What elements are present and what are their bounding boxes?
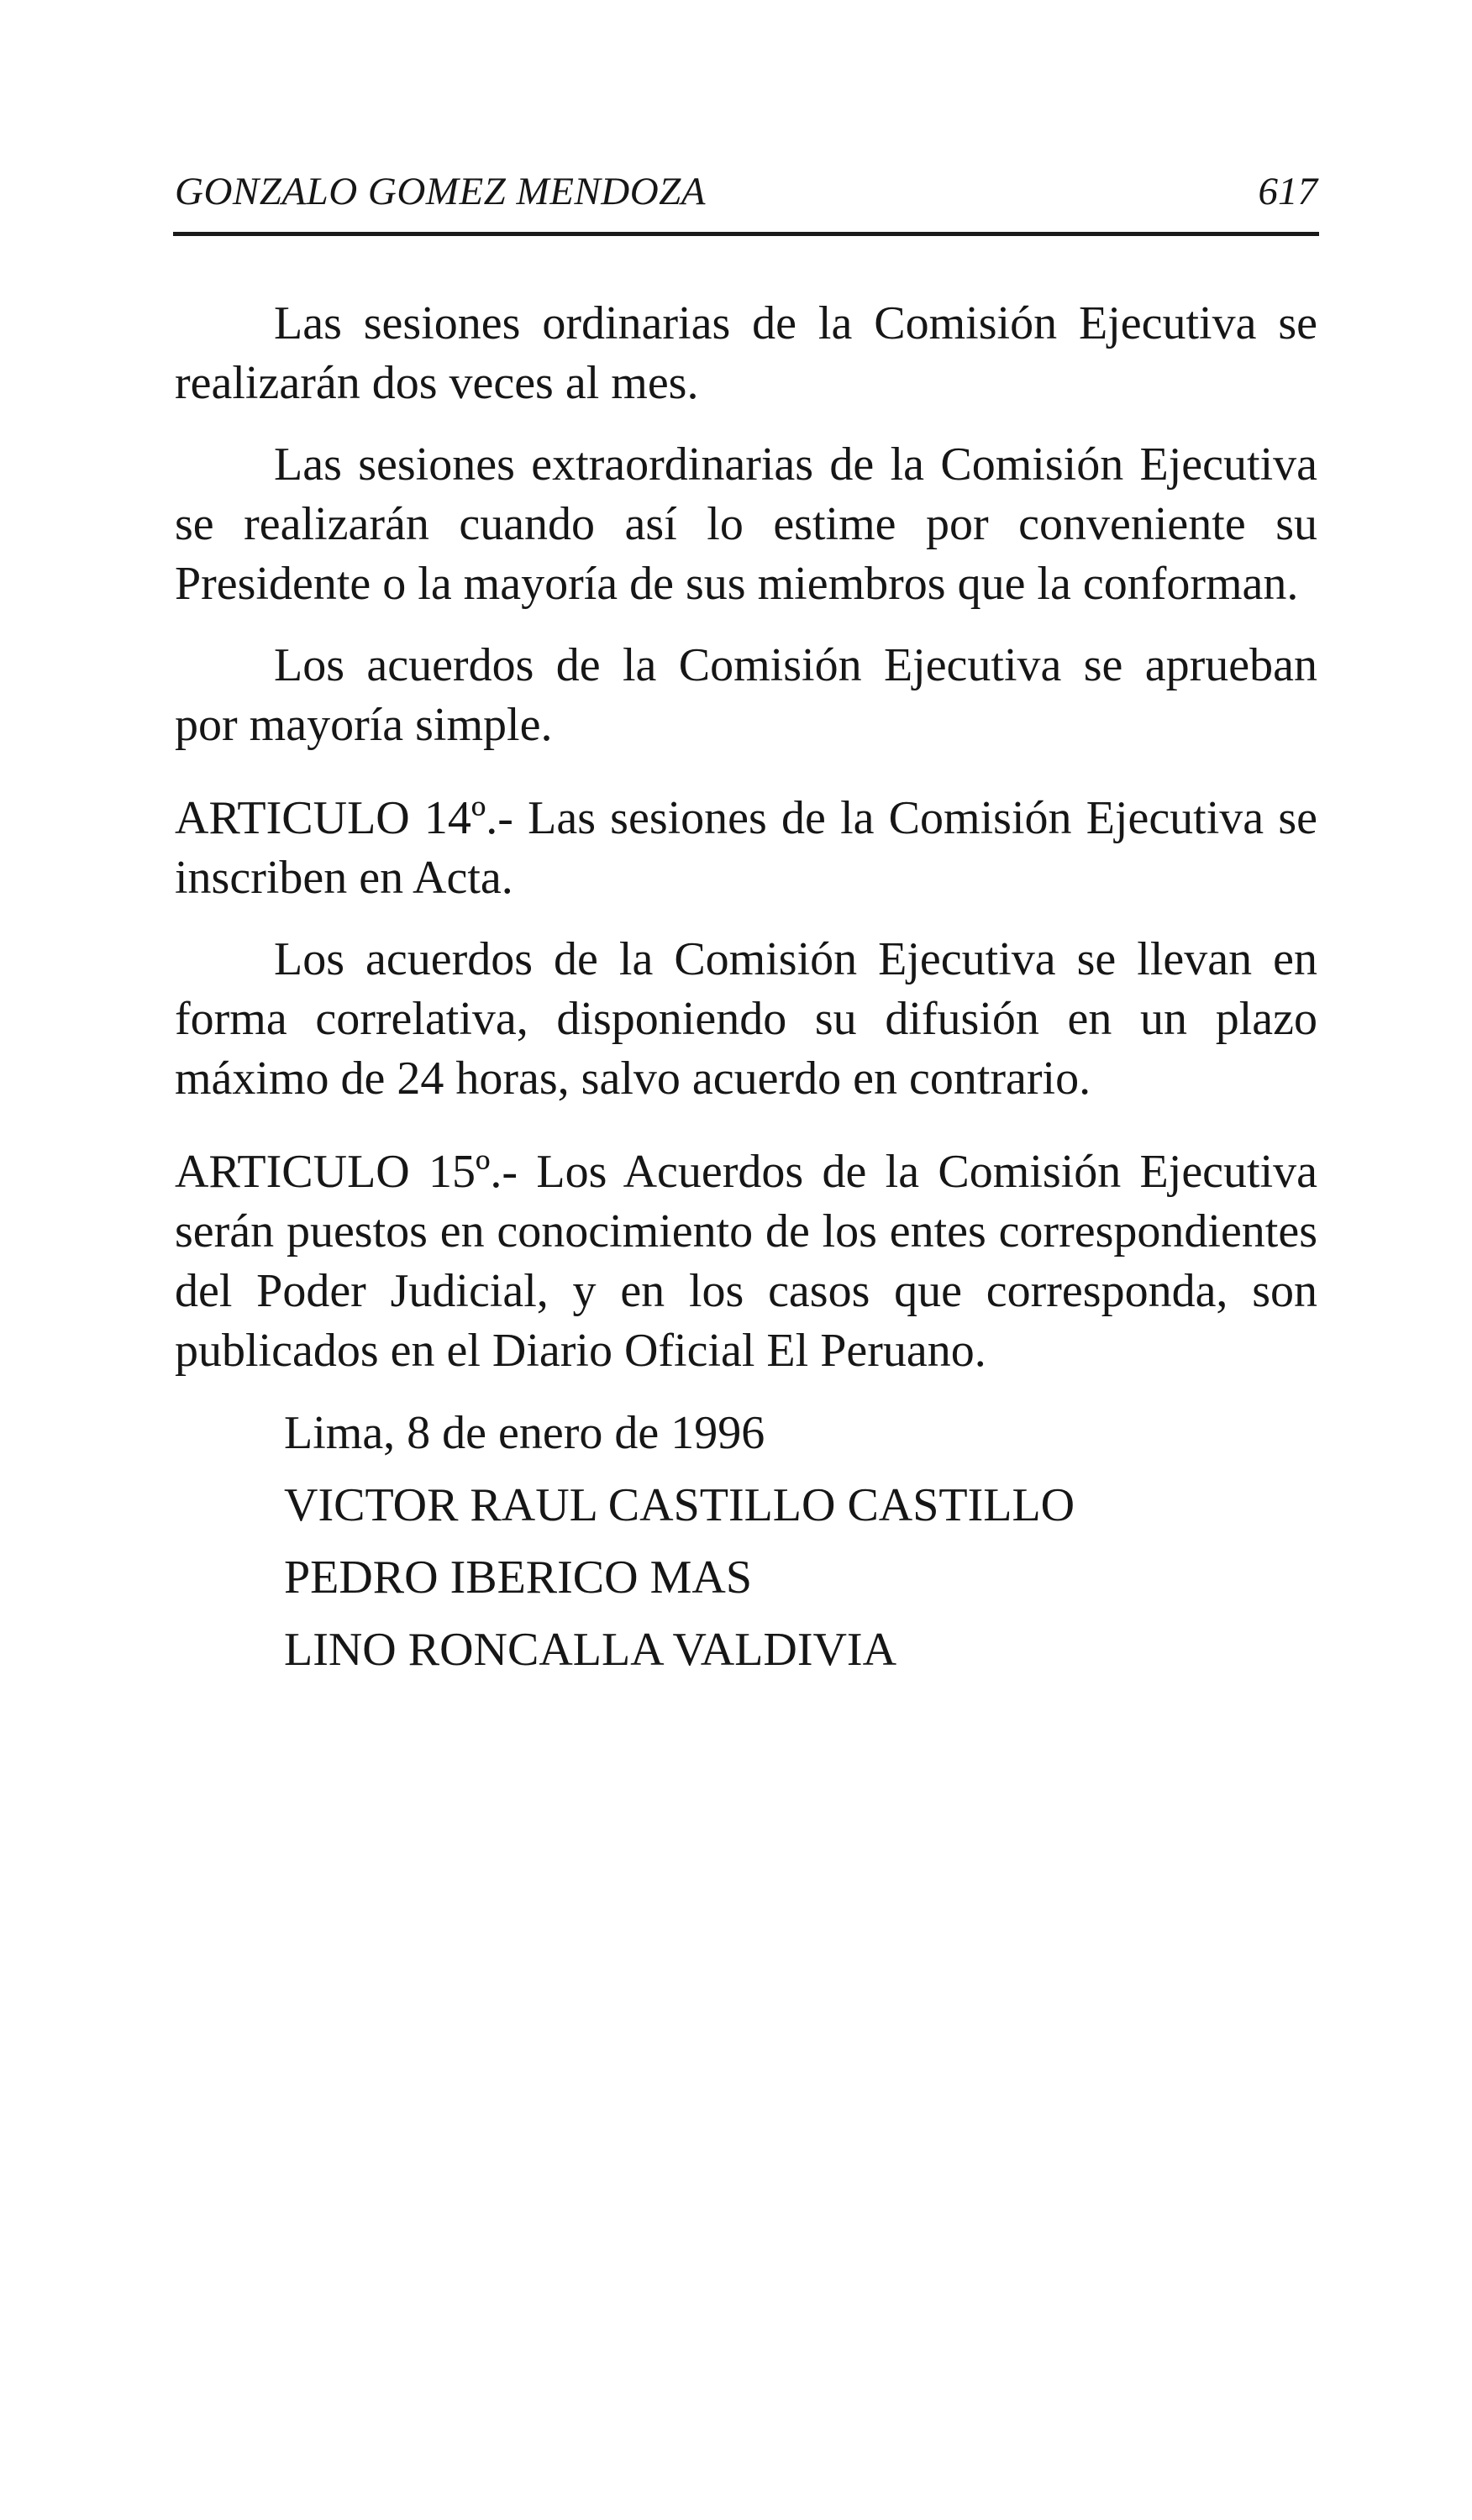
body-text — [175, 294, 1317, 1692]
paragraph-ordinary-sessions: Las sesiones ordinarias de la Comisión Ejecutiva se realizarán dos veces al mes. — [175, 297, 1317, 409]
running-header — [175, 166, 1317, 217]
signatory-name: LINO RONCALLA VALDIVIA — [284, 1624, 897, 1676]
signatory-name: VICTOR RAUL CASTILLO CASTILLO — [284, 1479, 1075, 1531]
signature-block — [175, 1403, 1317, 1680]
page-number: 617 — [1258, 170, 1317, 213]
article-14: ARTICULO 14º.- Las sesiones de la Comisión Ejecutiva se inscriben en Acta. — [175, 792, 1317, 904]
header-rule — [173, 232, 1319, 236]
paragraph-correlative-agreements: Los acuerdos de la Comisión Ejecutiva se llevan en forma correlativa, disponiendo su difusión en un plazo máximo de 24 horas, salvo acuerdo en contrario. — [175, 933, 1317, 1105]
signatory-name: PEDRO IBERICO MAS — [284, 1551, 752, 1604]
paragraph-extraordinary-sessions: Las sesiones extraordinarias de la Comisión Ejecutiva se realizarán cuando así lo estime por conveniente su Presidente o la mayoría de sus miembros que la conforman. — [175, 438, 1317, 610]
header-author: GONZALO GOMEZ MENDOZA — [175, 170, 706, 213]
place-date: Lima, 8 de enero de 1996 — [284, 1407, 765, 1459]
article-15: ARTICULO 15º.- Los Acuerdos de la Comisión Ejecutiva serán puestos en conocimiento de los entes correspondientes del Poder Judicial, y en los casos que corresponda, son publicados en el Diario Oficial El Peruano. — [175, 1146, 1317, 1377]
paragraph-majority-agreements: Los acuerdos de la Comisión Ejecutiva se aprueban por mayoría simple. — [175, 639, 1317, 751]
